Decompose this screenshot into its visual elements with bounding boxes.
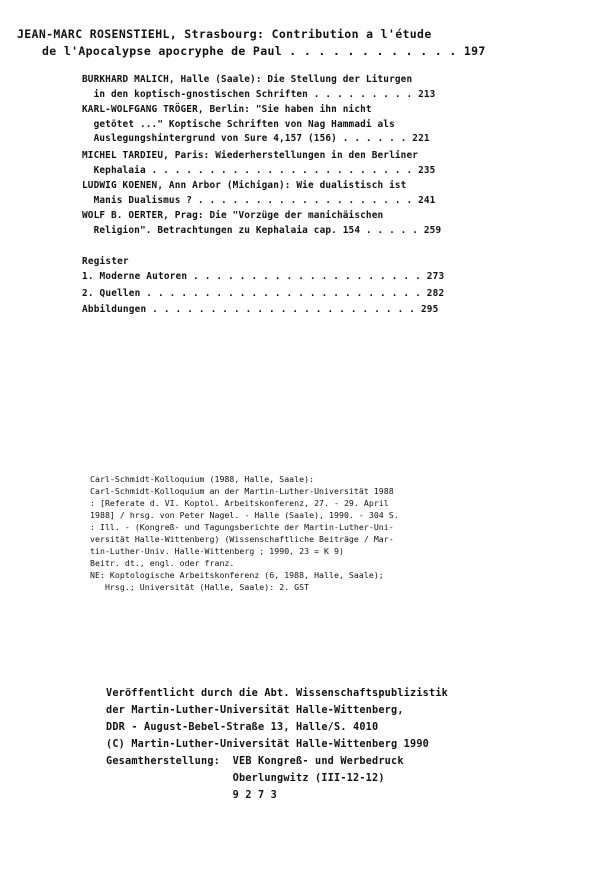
cip-line: Carl-Schmidt-Kolloquium (1988, Halle, Saale): (90, 474, 315, 484)
imprint-line: Veröffentlicht durch die Abt. Wissenschaftspublizistik (106, 688, 449, 699)
cip-line: Beitr. dt., engl. oder franz. (90, 558, 235, 568)
imprint-line: (C) Martin-Luther-Universität Halle-Wittenberg 1990 (106, 739, 430, 750)
imprint-line: 9 2 7 3 (106, 790, 278, 801)
cip-line: Hrsg.; Universität (Halle, Saale): 2. GST (90, 582, 310, 592)
register-heading: Register (82, 256, 129, 267)
cip-line: tin-Luther-Univ. Halle-Wittenberg ; 1990, 23 = K 9) (90, 546, 344, 556)
cip-line: versität Halle-Wittenberg) (Wissenschaftliche Beiträge / Mar- (90, 534, 394, 544)
toc-entry-2-line1: KARL-WOLFGANG TRÖGER, Berlin: "Sie haben ihn nicht (82, 104, 372, 115)
register-item-quellen: 2. Quellen . . . . . . . . . . . . . . . . . . . . . . . . 282 (82, 288, 445, 299)
cip-line: Carl-Schmidt-Kolloquium an der Martin-Luther-Universität 1988 (90, 486, 394, 496)
register-item-moderne-autoren: 1. Moderne Autoren . . . . . . . . . . . . . . . . . . . . 273 (82, 271, 445, 282)
toc-entry-1-line1: BURKHARD MALICH, Halle (Saale): Die Stellung der Liturgen (82, 74, 413, 85)
cip-line: 1988] / hrsg. von Peter Nagel. - Halle (Saale), 1990. - 304 S. (90, 510, 399, 520)
cip-line: : Ill. - (Kongreß- und Tagungsberichte der Martin-Luther-Uni- (90, 522, 394, 532)
toc-entry-2-line2: getötet ..." Koptische Schriften von Nag Hammadi als (82, 119, 395, 130)
toc-entry-4-line1: LUDWIG KOENEN, Ann Arbor (Michigan): Wie dualistisch ist (82, 180, 407, 191)
imprint-line: DDR - August-Bebel-Straße 13, Halle/S. 4010 (106, 722, 379, 733)
imprint-line: Gesamtherstellung: VEB Kongreß- und Werbedruck (106, 756, 404, 767)
toc-main-entry-line1: JEAN-MARC ROSENSTIEHL, Strasbourg: Contribution a l'étude (17, 27, 432, 41)
imprint-line: der Martin-Luther-Universität Halle-Wittenberg, (106, 705, 404, 716)
cip-line: : [Referate d. VI. Koptol. Arbeitskonferenz, 27. - 29. April (90, 498, 389, 508)
toc-entry-5-line2: Religion". Betrachtungen zu Kephalaia cap. 154 . . . . . 259 (82, 225, 442, 236)
toc-entry-1-line2: in den koptisch-gnostischen Schriften . . . . . . . . . 213 (82, 89, 436, 100)
toc-entry-3-line2: Kephalaia . . . . . . . . . . . . . . . . . . . . . . . 235 (82, 165, 436, 176)
register-item-abbildungen: Abbildungen . . . . . . . . . . . . . . . . . . . . . . . 295 (82, 304, 439, 315)
toc-main-entry-line2: de l'Apocalypse apocryphe de Paul . . . . . . . . . . . . 197 (42, 44, 486, 58)
imprint-line: Oberlungwitz (III-12-12) (106, 773, 385, 784)
toc-entry-3-line1: MICHEL TARDIEU, Paris: Wiederherstellungen in den Berliner (82, 150, 419, 161)
toc-entry-4-line2: Manis Dualismus ? . . . . . . . . . . . . . . . . . . . 241 (82, 195, 436, 206)
toc-entry-2-line3: Auslegungshintergrund von Sure 4,157 (156) . . . . . . 221 (82, 133, 430, 144)
toc-entry-5-line1: WOLF B. OERTER, Prag: Die "Vorzüge der manichäischen (82, 210, 384, 221)
cip-line: NE: Koptologische Arbeitskonferenz (6, 1988, Halle, Saale); (90, 570, 384, 580)
